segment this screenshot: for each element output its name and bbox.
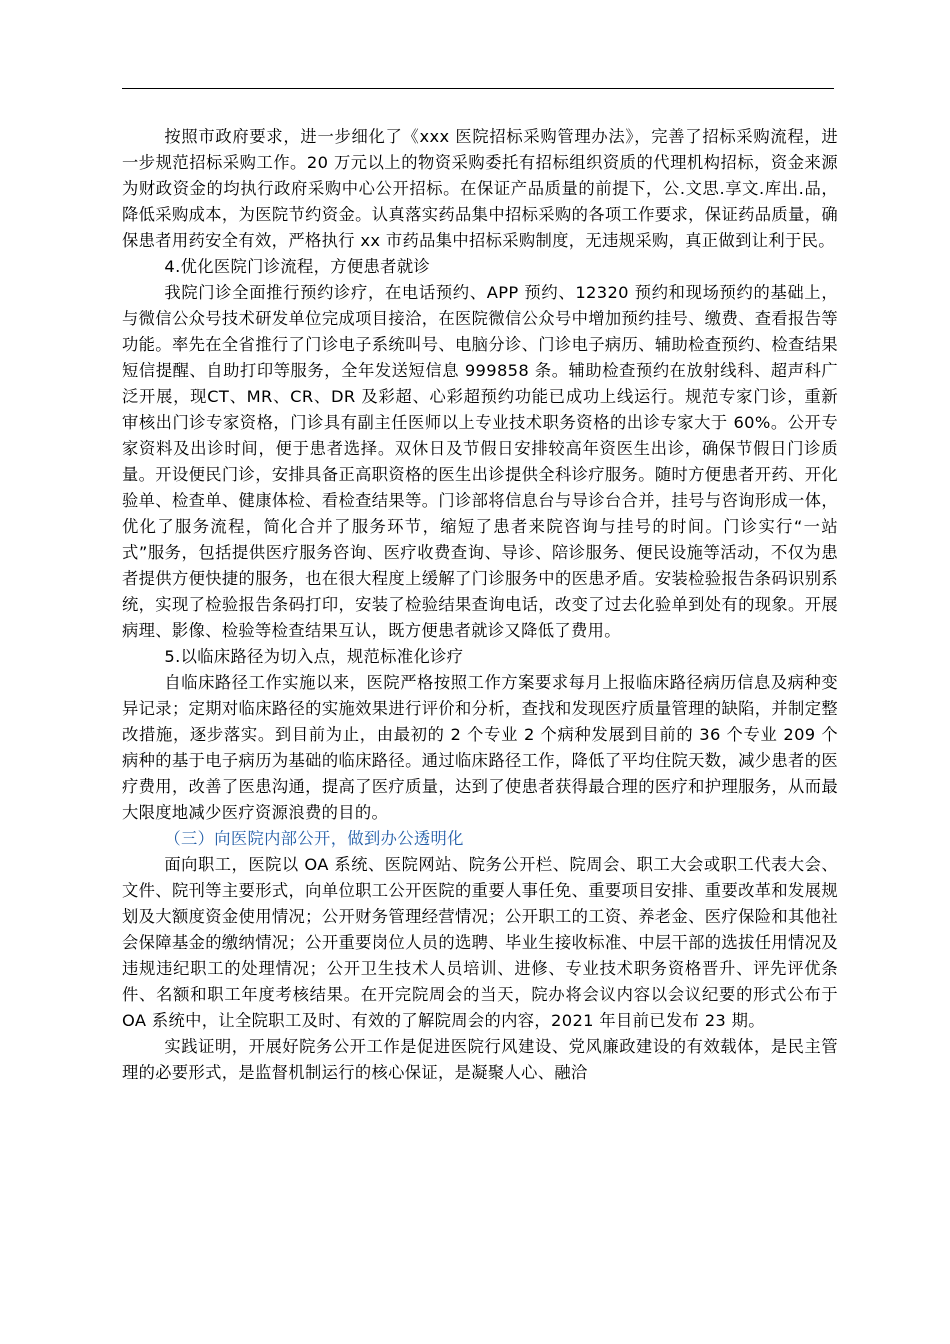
- subheading-clinical-pathway: 5.以临床路径为切入点，规范标准化诊疗: [164, 647, 464, 666]
- paragraph-internal-disclosure: 面向职工，医院以 OA 系统、医院网站、院务公开栏、院周会、职工大会或职工代表大会、文件、院刊等主要形式，向单位职工公开医院的重要人事任免、重要项目安排、重要改革和发展规划及大额度资金使用情况；公开财务管理经营情况；公开职工的工资、养老金、医疗保险和其他社会保障基金的缴纳情况；公开重要岗位人员的选聘、毕业生接收标准、中层干部的选拔任用情况及违规违纪职工的处理情况；公开卫生技术人员培训、进修、专业技术职务资格晋升、评先评优条件、名额和职工年度考核结果。在开完院周会的当天，院办将会议内容以会议纪要的形式公布于 OA 系统中，让全院职工及时、有效的了解院周会的内容，2021 年目前已发布 23 期。: [122, 855, 838, 1030]
- paragraph-conclusion: 实践证明，开展好院务公开工作是促进医院行风建设、党风廉政建设的有效载体，是民主管理的必要形式，是监督机制运行的核心保证，是凝聚人心、融洽: [122, 1037, 838, 1082]
- header-rule: [122, 88, 834, 89]
- paragraph-outpatient: 我院门诊全面推行预约诊疗，在电话预约、APP 预约、12320 预约和现场预约的基础上，与微信公众号技术研发单位完成项目接洽，在医院微信公众号中增加预约挂号、缴费、查看报告等功能。率先在全省推行了门诊电子系统叫号、电脑分诊、门诊电子病历、辅助检查预约、检查结果短信提醒、自助打印等服务，全年发送短信息 999858 条。辅助检查预约在放射线科、超声科广泛开展，现CT、MR、CR、DR 及彩超、心彩超预约功能已成功上线运行。规范专家门诊，重新审核出门诊专家资格，门诊具有副主任医师以上专业技术职务资格的出诊专家大于 60%。公开专家资料及出诊时间，便于患者选择。双休日及节假日安排较高年资医生出诊，确保节假日门诊质量。开设便民门诊，安排具备正高职资格的医生出诊提供全科诊疗服务。随时方便患者开药、开化验单、检查单、健康体检、看检查结果等。门诊部将信息台与导诊台合并，挂号与咨询形成一体，优化了服务流程，简化合并了服务环节，缩短了患者来院咨询与挂号的时间。门诊实行“一站式”服务，包括提供医疗服务咨询、医疗收费查询、导诊、陪诊服务、便民设施等活动，不仅为患者提供方便快捷的服务，也在很大程度上缓解了门诊服务中的医患矛盾。安装检验报告条码识别系统，实现了检验报告条码打印，安装了检验结果查询电话，改变了过去化验单到处有的现象。开展病理、影像、检验等检查结果互认，既方便患者就诊又降低了费用。: [122, 283, 838, 640]
- section-heading-internal-disclosure: （三）向医院内部公开，做到办公透明化: [164, 829, 464, 848]
- paragraph-clinical-pathway: 自临床路径工作实施以来，医院严格按照工作方案要求每月上报临床路径病历信息及病种变异记录；定期对临床路径的实施效果进行评价和分析，查找和发现医疗质量管理的缺陷，并制定整改措施，逐步落实。到目前为止，由最初的 2 个专业 2 个病种发展到目前的 36 个专业 209 个病种的基于电子病历为基础的临床路径。通过临床路径工作，降低了平均住院天数，减少患者的医疗费用，改善了医患沟通，提高了医疗质量，达到了使患者获得最合理的医疗和护理服务，从而最大限度地减少医疗资源浪费的目的。: [122, 673, 838, 822]
- document-body: [122, 124, 838, 1086]
- paragraph-procurement: 按照市政府要求，进一步细化了《xxx 医院招标采购管理办法》，完善了招标采购流程，进一步规范招标采购工作。20 万元以上的物资采购委托有招标组织资质的代理机构招标，资金来源为财政资金的均执行政府采购中心公开招标。在保证产品质量的前提下，公.文思.享文.库出.品，降低采购成本，为医院节约资金。认真落实药品集中招标采购的各项工作要求，保证药品质量，确保患者用药安全有效，严格执行 xx 市药品集中招标采购制度，无违规采购，真正做到让利于民。: [122, 127, 838, 250]
- subheading-outpatient: 4.优化医院门诊流程，方便患者就诊: [164, 257, 431, 276]
